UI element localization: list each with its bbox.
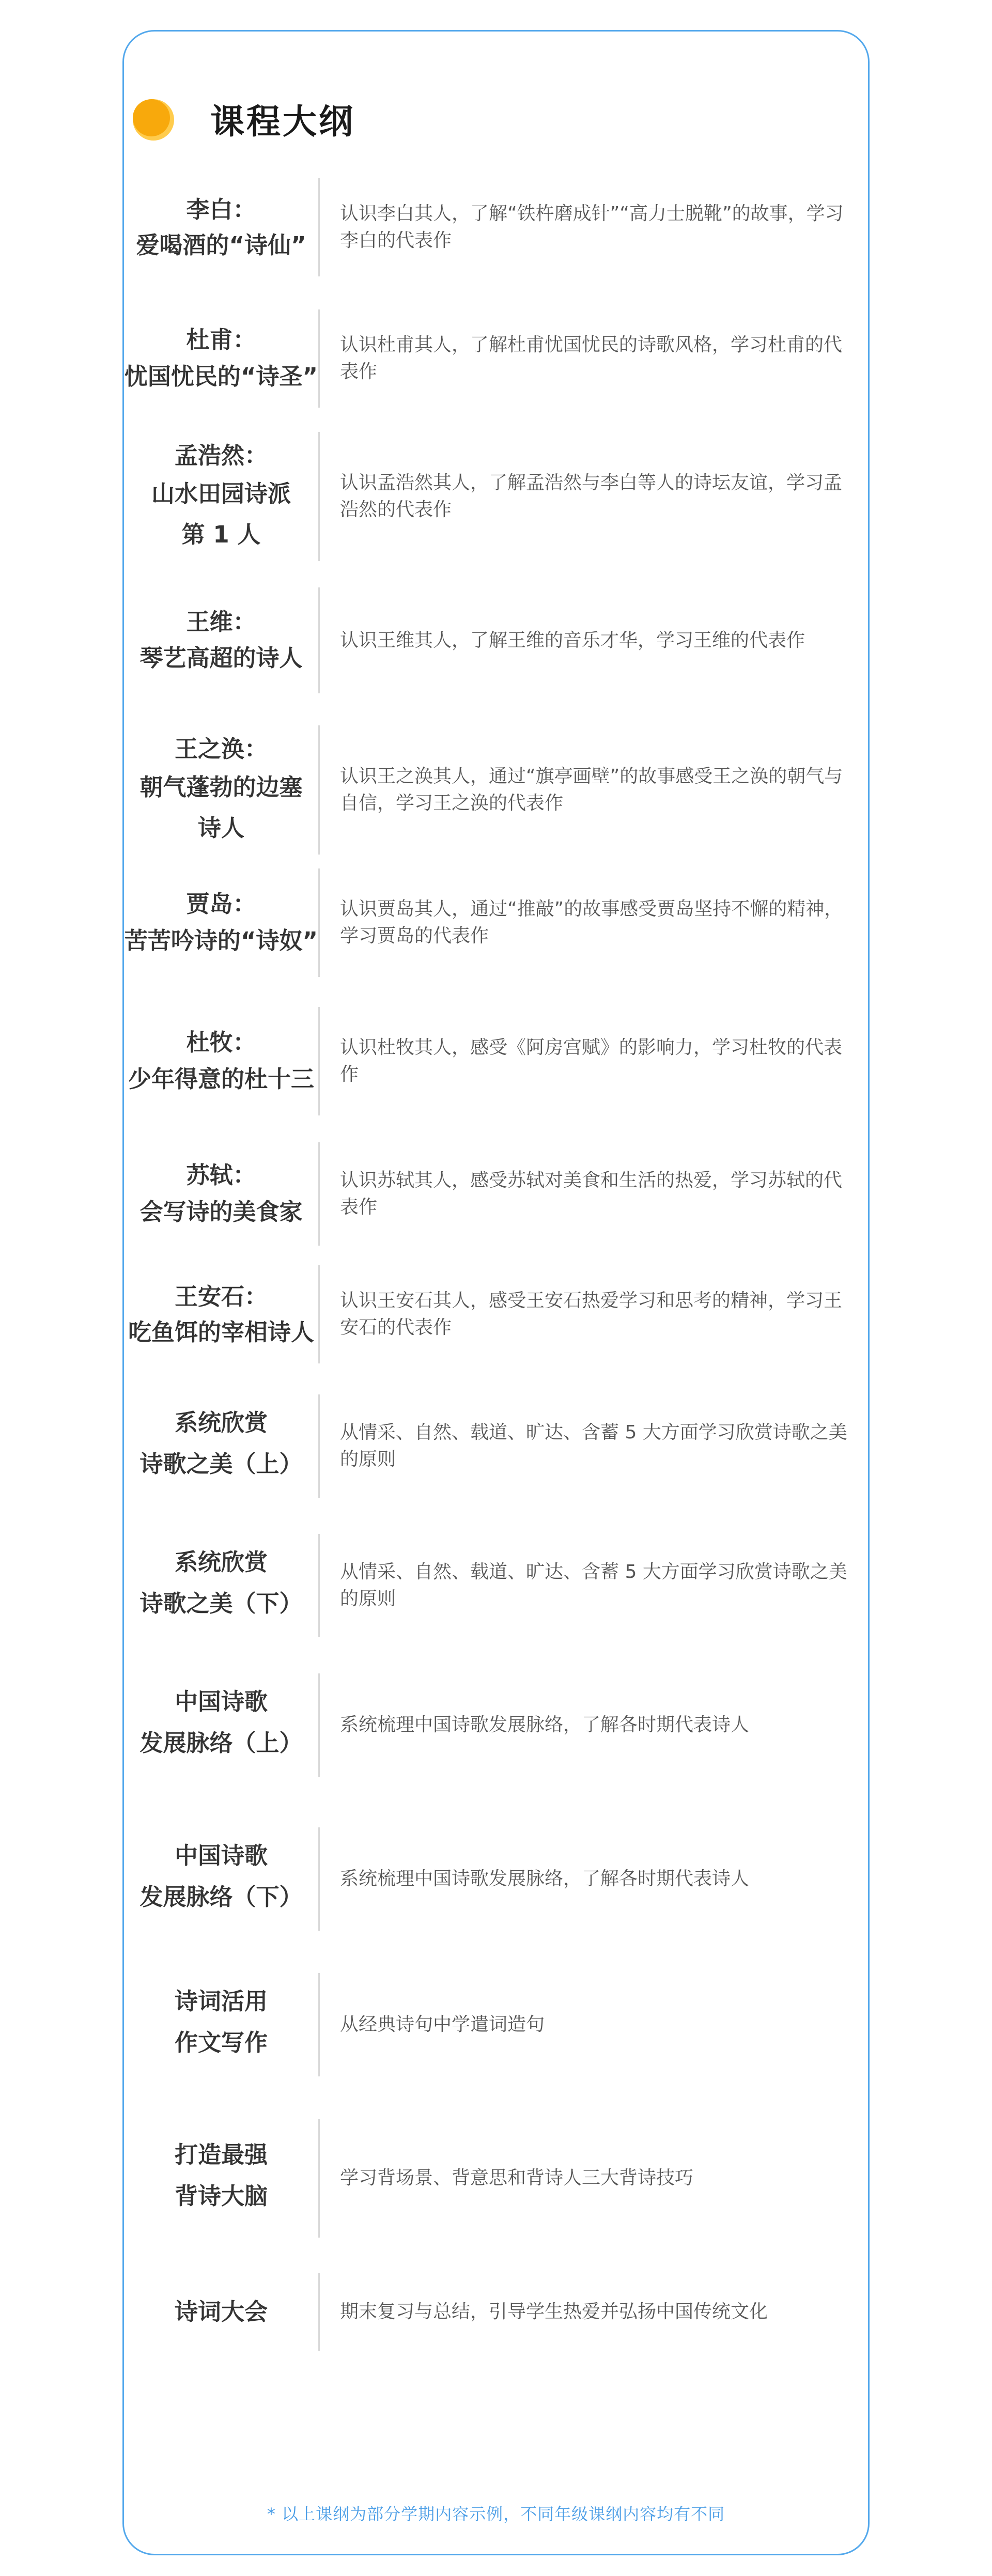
course-description: 系统梳理中国诗歌发展脉络，了解各时期代表诗人 bbox=[340, 1714, 750, 1735]
course-title-line: 贾岛： bbox=[186, 890, 256, 918]
course-row bbox=[124, 1142, 868, 1246]
course-title-line: 山水田园诗派 bbox=[151, 480, 291, 508]
course-title bbox=[124, 309, 318, 408]
row-divider bbox=[318, 178, 320, 276]
course-row bbox=[124, 1265, 868, 1363]
course-row bbox=[124, 725, 868, 855]
course-title-line: 孟浩然： bbox=[174, 442, 268, 470]
row-divider bbox=[318, 432, 320, 561]
course-title-line: 诗歌之美（上） bbox=[140, 1450, 303, 1478]
course-title-line: 苏轼： bbox=[186, 1161, 256, 1189]
course-title bbox=[124, 2119, 318, 2238]
bullet-dot-icon bbox=[133, 99, 174, 141]
course-description-cell bbox=[340, 1394, 857, 1498]
course-description-cell bbox=[340, 309, 857, 408]
course-title bbox=[124, 432, 318, 561]
course-row bbox=[124, 178, 868, 276]
course-description-cell bbox=[340, 432, 857, 561]
course-title bbox=[124, 1007, 318, 1115]
course-title bbox=[124, 1265, 318, 1363]
course-row bbox=[124, 587, 868, 693]
course-title-line: 琴艺高超的诗人 bbox=[140, 644, 303, 672]
course-title bbox=[124, 1534, 318, 1637]
course-title-line: 会写诗的美食家 bbox=[140, 1198, 303, 1225]
course-description: 学习背场景、背意思和背诗人三大背诗技巧 bbox=[340, 2167, 694, 2189]
row-divider bbox=[318, 1007, 320, 1115]
course-title-line: 诗歌之美（下） bbox=[140, 1589, 303, 1617]
row-divider bbox=[318, 2119, 320, 2238]
course-title-line: 诗词大会 bbox=[174, 2298, 268, 2326]
course-title-line: 李白： bbox=[186, 196, 256, 224]
course-row bbox=[124, 1394, 868, 1498]
course-description: 从情采、自然、载道、旷达、含蓄 5 大方面学习欣赏诗歌之美的原则 bbox=[340, 1422, 847, 1470]
row-divider bbox=[318, 1673, 320, 1777]
row-divider bbox=[318, 587, 320, 693]
course-description: 系统梳理中国诗歌发展脉络，了解各时期代表诗人 bbox=[340, 1868, 750, 1889]
row-divider bbox=[318, 2273, 320, 2351]
course-description-cell bbox=[340, 1142, 857, 1246]
course-description: 认识王维其人，了解王维的音乐才华，学习王维的代表作 bbox=[340, 629, 805, 651]
course-title-line: 少年得意的杜十三 bbox=[128, 1065, 314, 1093]
syllabus-header bbox=[133, 96, 494, 148]
course-row bbox=[124, 868, 868, 977]
course-description: 认识苏轼其人，感受苏轼对美食和生活的热爱，学习苏轼的代表作 bbox=[340, 1170, 843, 1218]
course-title-line: 诗词活用 bbox=[174, 1988, 268, 2015]
course-title bbox=[124, 178, 318, 276]
course-title-line: 王维： bbox=[186, 608, 256, 635]
course-title-line: 打造最强 bbox=[174, 2141, 268, 2169]
course-title-line: 作文写作 bbox=[174, 2028, 268, 2056]
course-description: 认识王安石其人，感受王安石热爱学习和思考的精神，学习王安石的代表作 bbox=[340, 1290, 843, 1338]
row-divider bbox=[318, 309, 320, 408]
course-description: 认识孟浩然其人，了解孟浩然与李白等人的诗坛友谊，学习孟浩然的代表作 bbox=[340, 472, 843, 520]
course-title bbox=[124, 725, 318, 855]
course-title bbox=[124, 587, 318, 693]
course-title-line: 诗人 bbox=[197, 814, 244, 842]
course-title bbox=[124, 1827, 318, 1931]
course-title bbox=[124, 1142, 318, 1246]
course-title-line: 发展脉络（下） bbox=[140, 1883, 303, 1911]
row-divider bbox=[318, 1827, 320, 1931]
course-title-line: 发展脉络（上） bbox=[140, 1729, 303, 1757]
course-title-line: 吃鱼饵的宰相诗人 bbox=[128, 1318, 314, 1346]
footnote: * 以上课纲为部分学期内容示例，不同年级课纲内容均有不同 bbox=[267, 2504, 725, 2524]
course-description-cell bbox=[340, 868, 857, 977]
course-title bbox=[124, 1394, 318, 1498]
row-divider bbox=[318, 1394, 320, 1498]
course-title-line: 第 1 人 bbox=[181, 520, 261, 548]
course-title-line: 王安石： bbox=[174, 1283, 268, 1311]
course-title-line: 中国诗歌 bbox=[174, 1842, 268, 1870]
page-title: 课程大纲 bbox=[210, 102, 355, 142]
course-row bbox=[124, 309, 868, 408]
course-title-line: 杜甫： bbox=[186, 326, 256, 354]
course-description-cell bbox=[340, 1534, 857, 1637]
course-row bbox=[124, 2273, 868, 2351]
course-title-line: 忧国忧民的“诗圣” bbox=[124, 362, 318, 390]
course-description: 期末复习与总结，引导学生热爱并弘扬中国传统文化 bbox=[340, 2301, 768, 2322]
course-description-cell bbox=[340, 1673, 857, 1777]
course-row bbox=[124, 1673, 868, 1777]
course-row bbox=[124, 2119, 868, 2238]
course-description-cell bbox=[340, 587, 857, 693]
course-description-cell bbox=[340, 1007, 857, 1115]
course-description-cell bbox=[340, 1265, 857, 1363]
course-row bbox=[124, 1534, 868, 1637]
course-row bbox=[124, 432, 868, 561]
course-description: 认识杜牧其人，感受《阿房宫赋》的影响力，学习杜牧的代表作 bbox=[340, 1037, 843, 1085]
course-row bbox=[124, 1007, 868, 1115]
course-row bbox=[124, 1827, 868, 1931]
syllabus-card bbox=[122, 30, 870, 2555]
course-title bbox=[124, 868, 318, 977]
course-title-line: 系统欣赏 bbox=[174, 1409, 268, 1437]
course-description-cell bbox=[340, 2119, 857, 2238]
row-divider bbox=[318, 1142, 320, 1246]
row-divider bbox=[318, 725, 320, 855]
course-description-cell bbox=[340, 1827, 857, 1931]
course-title-line: 系统欣赏 bbox=[174, 1548, 268, 1576]
course-description: 认识贾岛其人，通过“推敲”的故事感受贾岛坚持不懈的精神，学习贾岛的代表作 bbox=[340, 898, 843, 946]
course-description-cell bbox=[340, 1973, 857, 2076]
course-title bbox=[124, 2273, 318, 2351]
course-title-line: 中国诗歌 bbox=[174, 1688, 268, 1716]
course-title-line: 杜牧： bbox=[186, 1029, 256, 1057]
course-description: 认识杜甫其人，了解杜甫忧国忧民的诗歌风格，学习杜甫的代表作 bbox=[340, 334, 843, 382]
course-title-line: 爱喝酒的“诗仙” bbox=[136, 231, 306, 259]
course-row bbox=[124, 1973, 868, 2076]
course-description-cell bbox=[340, 725, 857, 855]
row-divider bbox=[318, 868, 320, 977]
course-description: 认识李白其人，了解“铁杵磨成针”“高力士脱靴”的故事，学习李白的代表作 bbox=[340, 203, 844, 251]
course-description: 从情采、自然、载道、旷达、含蓄 5 大方面学习欣赏诗歌之美的原则 bbox=[340, 1561, 847, 1609]
course-description: 从经典诗句中学遣词造句 bbox=[340, 2014, 545, 2035]
course-title-line: 背诗大脑 bbox=[174, 2182, 268, 2210]
course-title bbox=[124, 1973, 318, 2076]
course-description-cell bbox=[340, 178, 857, 276]
course-description-cell bbox=[340, 2273, 857, 2351]
row-divider bbox=[318, 1973, 320, 2076]
row-divider bbox=[318, 1265, 320, 1363]
course-title-line: 苦苦吟诗的“诗奴” bbox=[124, 926, 318, 954]
course-description: 认识王之涣其人，通过“旗亭画壁”的故事感受王之涣的朝气与自信，学习王之涣的代表作 bbox=[340, 766, 843, 814]
course-title-line: 王之涣： bbox=[174, 735, 268, 763]
course-title bbox=[124, 1673, 318, 1777]
row-divider bbox=[318, 1534, 320, 1637]
course-title-line: 朝气蓬勃的边塞 bbox=[140, 773, 303, 801]
